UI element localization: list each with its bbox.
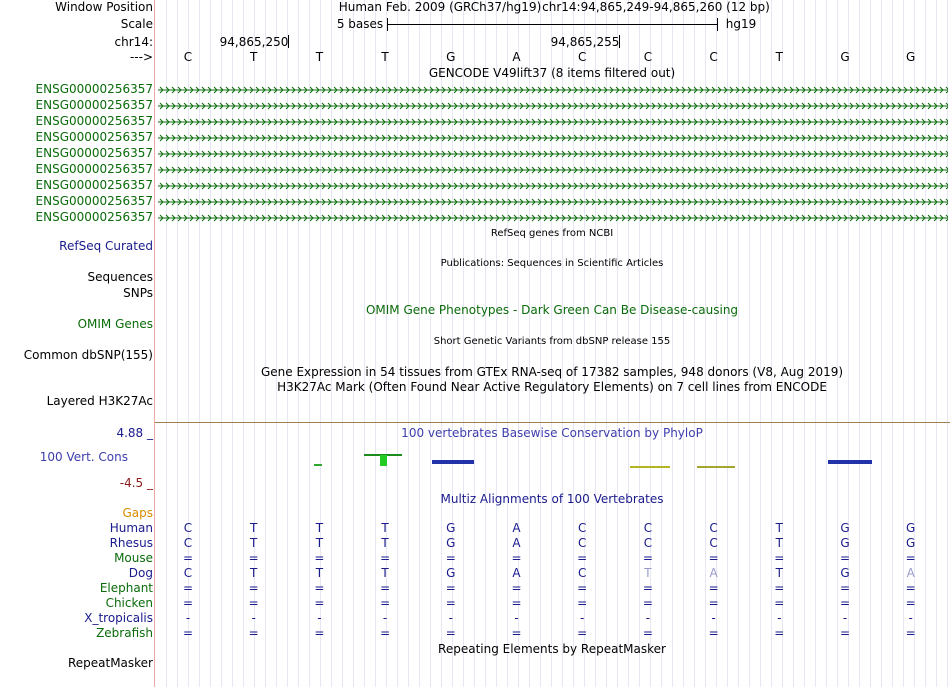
aligned-base: = — [511, 551, 522, 565]
refseq-label[interactable]: RefSeq Curated — [59, 239, 153, 253]
aligned-base: = — [380, 626, 391, 640]
reference-base: T — [775, 50, 783, 64]
aligned-base: = — [182, 596, 194, 610]
gencode-item-label[interactable]: ENSG00000256357 — [35, 98, 153, 112]
aligned-base: = — [445, 551, 456, 565]
aligned-base: - — [777, 611, 782, 625]
reference-base: C — [709, 50, 718, 64]
aligned-base: = — [380, 596, 391, 610]
species-label[interactable]: Human — [109, 521, 153, 535]
refseq-title: RefSeq genes from NCBI — [490, 228, 614, 239]
aligned-base: C — [183, 521, 193, 535]
aligned-base: = — [380, 581, 391, 595]
aligned-base: T — [315, 566, 324, 580]
aligned-base: = — [314, 626, 325, 640]
gaps-label[interactable]: Gaps — [122, 506, 153, 520]
aligned-base: G — [446, 536, 456, 550]
gencode-feature[interactable] — [158, 149, 948, 159]
aligned-base: = — [774, 596, 785, 610]
scale-bar-right-tick — [717, 18, 718, 31]
aligned-base: = — [248, 551, 259, 565]
aligned-base: = — [839, 551, 851, 565]
gencode-item-label[interactable]: ENSG00000256357 — [35, 162, 153, 176]
publications-title: Publications: Sequences in Scientific Articles — [440, 258, 664, 269]
aligned-base: T — [315, 536, 324, 550]
aligned-base: = — [905, 551, 916, 565]
repeat-title: Repeating Elements by RepeatMasker — [438, 642, 666, 656]
aligned-base: - — [185, 611, 191, 625]
aligned-base: = — [577, 596, 588, 610]
aligned-base: A — [512, 521, 521, 535]
gencode-item-label[interactable]: ENSG00000256357 — [35, 130, 153, 144]
sequences-label[interactable]: Sequences — [87, 270, 153, 284]
aligned-base: = — [445, 596, 456, 610]
aligned-base: = — [314, 596, 325, 610]
species-label[interactable]: X_tropicalis — [84, 611, 153, 625]
aligned-base: = — [511, 596, 522, 610]
aligned-base: = — [774, 626, 785, 640]
dbsnp-label[interactable]: Common dbSNP(155) — [23, 348, 153, 362]
label-column-divider — [154, 0, 155, 687]
aligned-base: = — [314, 581, 325, 595]
aligned-base: = — [577, 626, 588, 640]
aligned-base: = — [708, 581, 719, 595]
gencode-title: GENCODE V49lift37 (8 items filtered out) — [428, 66, 676, 80]
conservation-mark — [630, 466, 670, 468]
species-label[interactable]: Rhesus — [109, 536, 153, 550]
aligned-base: = — [642, 551, 653, 565]
aligned-base: - — [514, 611, 519, 625]
aligned-base: = — [445, 626, 456, 640]
reference-base: G — [906, 50, 916, 64]
db-text: hg19 — [725, 17, 757, 31]
aligned-base: T — [381, 536, 389, 550]
gencode-feature[interactable] — [158, 197, 948, 207]
aligned-base: = — [774, 581, 785, 595]
aligned-base: - — [908, 611, 913, 625]
aligned-base: - — [317, 611, 322, 625]
aligned-base: = — [182, 626, 194, 640]
aligned-base: = — [314, 551, 325, 565]
aligned-base: = — [642, 626, 653, 640]
aligned-base: = — [380, 551, 391, 565]
omim-label[interactable]: OMIM Genes — [77, 317, 153, 331]
gencode-feature[interactable] — [158, 117, 948, 127]
aligned-base: A — [709, 566, 718, 580]
reference-base: T — [381, 50, 389, 64]
aligned-base: - — [711, 611, 716, 625]
species-label[interactable]: Mouse — [114, 551, 153, 565]
aligned-base: C — [577, 566, 587, 580]
aligned-base: T — [381, 521, 389, 535]
gencode-item-label[interactable]: ENSG00000256357 — [35, 178, 153, 192]
scale-bar-left-tick — [387, 18, 388, 31]
aligned-base: = — [839, 626, 851, 640]
aligned-base: = — [511, 626, 522, 640]
aligned-base: = — [248, 581, 259, 595]
reference-base: C — [577, 50, 587, 64]
aligned-base: = — [248, 626, 259, 640]
aligned-base: = — [905, 596, 916, 610]
gencode-item-label[interactable]: ENSG00000256357 — [35, 146, 153, 160]
snps-label[interactable]: SNPs — [123, 286, 153, 300]
aligned-base: C — [709, 521, 718, 535]
aligned-base: = — [708, 551, 719, 565]
aligned-base: T — [250, 521, 258, 535]
reference-base: C — [183, 50, 193, 64]
gencode-feature[interactable] — [158, 133, 948, 143]
aligned-base: = — [774, 551, 785, 565]
cons-title: 100 vertebrates Basewise Conservation by PhyloP — [401, 426, 703, 440]
aligned-base: T — [250, 536, 258, 550]
repeat-label[interactable]: RepeatMasker — [67, 656, 153, 670]
aligned-base: C — [577, 536, 587, 550]
position-text: chr14:94,865,249-94,865,260 (12 bp) — [542, 0, 770, 14]
aligned-base: C — [183, 566, 193, 580]
species-label[interactable]: Zebrafish — [96, 626, 153, 640]
aligned-base: C — [643, 521, 653, 535]
species-label[interactable]: Chicken — [105, 596, 153, 610]
aligned-base: - — [645, 611, 651, 625]
scale-bar — [387, 24, 718, 25]
aligned-base: G — [840, 521, 850, 535]
gencode-item-label[interactable]: ENSG00000256357 — [35, 210, 153, 224]
aligned-base: G — [906, 536, 916, 550]
h3k27ac-label[interactable]: Layered H3K27Ac — [46, 394, 153, 408]
cons-label[interactable]: 100 Vert. Cons — [39, 450, 128, 464]
omim-title: OMIM Gene Phenotypes - Dark Green Can Be Disease-causing — [365, 303, 739, 317]
cons-min: -4.5 _ — [119, 476, 153, 490]
scale-label: Scale — [120, 17, 153, 31]
aligned-base: C — [183, 536, 193, 550]
aligned-base: - — [842, 611, 848, 625]
aligned-base: G — [840, 566, 850, 580]
gencode-feature[interactable] — [158, 85, 948, 95]
aligned-base: = — [642, 581, 653, 595]
conservation-mark — [828, 460, 872, 464]
reference-base: A — [512, 50, 521, 64]
window-position-label: Window Position — [55, 0, 153, 14]
aligned-base: C — [577, 521, 587, 535]
aligned-base: A — [512, 566, 521, 580]
reference-base: T — [315, 50, 324, 64]
aligned-base: A — [512, 536, 521, 550]
assembly-text: Human Feb. 2009 (GRCh37/hg19) — [338, 0, 542, 14]
gencode-feature[interactable] — [158, 101, 948, 111]
aligned-base: = — [708, 596, 719, 610]
coord-left: 94,865,250 — [219, 35, 289, 49]
gencode-feature[interactable] — [158, 181, 948, 191]
gencode-item-label[interactable]: ENSG00000256357 — [35, 82, 153, 96]
aligned-base: G — [446, 566, 456, 580]
aligned-base: = — [839, 581, 851, 595]
cons-max: 4.88 _ — [116, 426, 153, 440]
aligned-base: - — [251, 611, 256, 625]
conservation-mark — [380, 455, 387, 466]
reference-base: T — [250, 50, 258, 64]
aligned-base: G — [446, 521, 456, 535]
multiz-title: Multiz Alignments of 100 Vertebrates — [440, 492, 664, 506]
coord-right: 94,865,255 — [550, 35, 620, 49]
aligned-base: = — [182, 551, 194, 565]
aligned-base: = — [905, 581, 916, 595]
coord-right-tick — [619, 35, 620, 48]
aligned-base: C — [643, 536, 653, 550]
aligned-base: = — [445, 581, 456, 595]
aligned-base: = — [182, 581, 194, 595]
aligned-base: A — [906, 566, 915, 580]
coord-left-tick — [288, 35, 289, 48]
scale-text: 5 bases — [336, 17, 384, 31]
h3k27ac-title: H3K27Ac Mark (Often Found Near Active Regulatory Elements) on 7 cell lines from ENCODE — [277, 380, 827, 394]
gtex-title: Gene Expression in 54 tissues from GTEx RNA-seq of 17382 samples, 948 donors (V8, Aug 2019) — [260, 365, 844, 379]
aligned-base: T — [775, 521, 783, 535]
aligned-base: = — [905, 626, 916, 640]
aligned-base: T — [644, 566, 652, 580]
reference-base: G — [446, 50, 456, 64]
aligned-base: = — [577, 581, 588, 595]
aligned-base: T — [775, 566, 783, 580]
aligned-base: T — [381, 566, 389, 580]
aligned-base: = — [839, 596, 851, 610]
aligned-base: C — [709, 536, 718, 550]
conservation-mark — [314, 464, 322, 466]
aligned-base: = — [642, 596, 653, 610]
aligned-base: G — [906, 521, 916, 535]
chrom-label: chr14: — [114, 35, 153, 49]
aligned-base: - — [382, 611, 388, 625]
aligned-base: T — [315, 521, 324, 535]
reference-base: C — [643, 50, 653, 64]
aligned-base: - — [580, 611, 585, 625]
gencode-feature[interactable] — [158, 213, 948, 223]
h3k27ac-baseline — [155, 422, 950, 423]
dbsnp-title: Short Genetic Variants from dbSNP release 155 — [433, 336, 671, 347]
aligned-base: T — [250, 566, 258, 580]
gencode-feature[interactable] — [158, 165, 948, 175]
species-label[interactable]: Elephant — [99, 581, 153, 595]
aligned-base: - — [448, 611, 453, 625]
aligned-base: G — [840, 536, 850, 550]
conservation-mark — [432, 460, 474, 464]
aligned-base: = — [248, 596, 259, 610]
aligned-base: = — [511, 581, 522, 595]
reference-base: G — [840, 50, 850, 64]
gencode-item-label[interactable]: ENSG00000256357 — [35, 194, 153, 208]
gencode-item-label[interactable]: ENSG00000256357 — [35, 114, 153, 128]
aligned-base: = — [577, 551, 588, 565]
species-label[interactable]: Dog — [128, 566, 153, 580]
aligned-base: = — [708, 626, 719, 640]
aligned-base: T — [775, 536, 783, 550]
strand-label: ---> — [129, 50, 153, 64]
conservation-mark — [697, 466, 735, 468]
